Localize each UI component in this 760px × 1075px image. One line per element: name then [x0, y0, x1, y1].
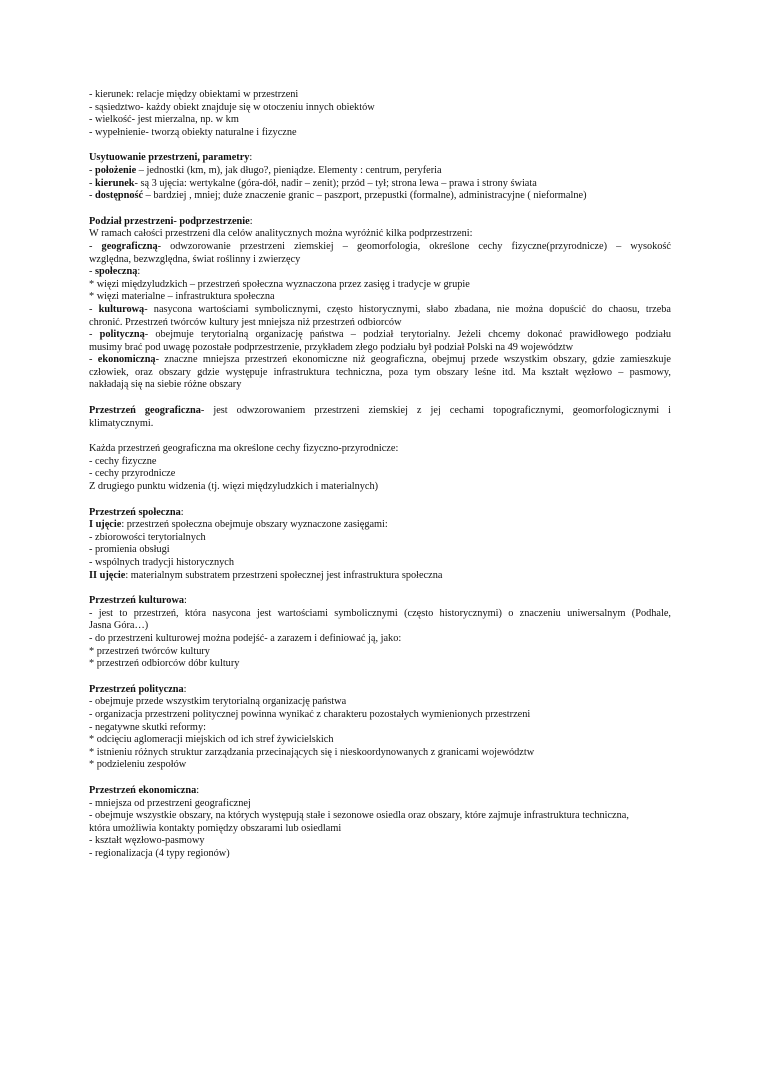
- text-line: [89, 570, 671, 583]
- text-line: - zbiorowości terytorialnych: [89, 531, 206, 543]
- section-social-space: [89, 507, 671, 583]
- term: I ujęcie: [89, 519, 122, 531]
- text-line: - wypełnienie- tworzą obiekty naturalne i fizyczne: [89, 126, 297, 138]
- term: kierunek: [95, 177, 135, 189]
- text-line: - sąsiedztwo- każdy obiekt znajduje się w otoczeniu innych obiektów: [89, 101, 375, 113]
- heading-suffix: :: [196, 784, 200, 796]
- text-line: * odcięciu aglomeracji miejskich od ich stref żywicielskich: [89, 734, 334, 746]
- text-line: - obejmuje wszystkie obszary, na których występują stałe i sezonowe osiedla oraz obszary, które zajmuje infrastruktura techniczna,: [89, 810, 629, 822]
- heading-suffix: :: [183, 683, 187, 695]
- dash: -: [89, 354, 98, 366]
- definition: - nasycona wartościami symbolicznymi, często historycznymi, słabo zbadana, nie można dopuścić do chaosu, trzeba: [144, 303, 671, 315]
- heading-text: Przestrzeń kulturowa: [89, 595, 185, 607]
- text-line: - cechy przyrodnicze: [89, 468, 176, 480]
- text-line: - obejmuje przede wszystkim terytorialną organizację państwa: [89, 696, 347, 708]
- term: dostępność: [95, 190, 144, 202]
- section-heading: [89, 216, 671, 229]
- term: polityczną: [99, 329, 145, 341]
- text-line: [89, 165, 671, 178]
- text-line: * więzi międzyludzkich – przestrzeń społeczna wyznaczona przez zasięg i tradycje w grupie: [89, 278, 470, 290]
- text-line: - organizacja przestrzeni politycznej powinna wynikać z charakteru pozostałych wymienionych przestrzeni: [89, 708, 531, 720]
- definition: - odwzorowanie przestrzeni ziemskiej – geomorfologia, określone cechy fizyczne(przyrodnicze) – wysokość: [157, 240, 671, 252]
- text-line: nakładają się na siebie różne obszary: [89, 379, 242, 391]
- text-line: [89, 304, 671, 317]
- heading-suffix: :: [249, 215, 253, 227]
- text-line: * więzi materialne – infrastruktura społeczna: [89, 291, 275, 303]
- text-line: - negatywne skutki reformy:: [89, 721, 206, 733]
- section-geographic-space: [89, 405, 671, 430]
- text-line: względna, bezwzględna, świat roślinny i zwierzęcy: [89, 253, 301, 265]
- text-line: * podzieleniu zespołów: [89, 759, 187, 771]
- text-line: musimy brać pod uwagę pozostałe podprzestrzenie, przykładem złego podziału był podział Polski na 49 województw: [89, 341, 574, 353]
- text-line: * istnieniu różnych struktur zarządzania przecinających się i nieskoordynowanych z granicami województw: [89, 746, 535, 758]
- heading-text: Przestrzeń polityczna: [89, 683, 184, 695]
- dash: -: [89, 164, 96, 176]
- heading-suffix: :: [180, 506, 184, 518]
- definition: - obejmuje terytorialną organizację państwa – podział terytorialny. Jeżeli chcemy dokonać prawidłowego podziału: [144, 329, 671, 341]
- definition: : materialnym substratem przestrzeni społecznej jest infrastruktura społeczna: [125, 569, 443, 581]
- term: położenie: [95, 164, 137, 176]
- text-line: [89, 519, 671, 532]
- dash: -: [89, 177, 96, 189]
- section-space-parameters: [89, 152, 671, 202]
- text-line: * przestrzeń twórców kultury: [89, 645, 210, 657]
- heading-suffix: :: [184, 595, 187, 607]
- heading-text: Przestrzeń społeczna: [89, 506, 181, 518]
- text-line: [89, 241, 671, 254]
- text-line: - do przestrzeni kulturowej można podejść- a zarazem i definiować ją, jako:: [89, 632, 402, 644]
- section-subspaces: [89, 216, 671, 392]
- text-line: [89, 178, 671, 191]
- section-space-features: [89, 89, 671, 139]
- section-heading: [89, 507, 671, 520]
- text-line: - wielkość- jest mierzalna, np. w km: [89, 114, 239, 126]
- term: społeczną: [95, 266, 138, 278]
- section-economic-space: [89, 785, 671, 861]
- text-line: - mniejsza od przestrzeni geograficznej: [89, 797, 251, 809]
- section-cultural-space: [89, 595, 671, 671]
- text-line: człowiek, oraz obszary gdzie występuje infrastruktura techniczna, poza tym obszary leśne itd. Ma kształt węzłowo – pasmowy,: [89, 366, 671, 378]
- definition: - jest odwzorowaniem przestrzeni ziemskiej z jej cechami topograficznymi, geomorfologicznymi i: [200, 405, 671, 417]
- heading-suffix: :: [249, 152, 253, 164]
- text-line: która umożliwia kontakty pomiędzy obszarami lub osiedlami: [89, 822, 342, 834]
- text-line: - promienia obsługi: [89, 544, 170, 556]
- document-page: [89, 89, 671, 873]
- section-heading: [89, 595, 671, 608]
- definition: – bardziej , mniej; duże znaczenie granic – paszport, przepustki (formalne), administracyjne ( nieformalne): [143, 190, 587, 202]
- text-line: - wspólnych tradycji historycznych: [89, 557, 234, 568]
- text-line: Z drugiego punktu widzenia (tj. więzi międzyludzkich i materialnych): [89, 481, 379, 493]
- heading-text: Przestrzeń ekonomiczna: [89, 784, 197, 796]
- text-line: [89, 266, 671, 279]
- definition: - znaczne mniejsza przestrzeń ekonomiczne niż geograficzna, obejmuj przede wszystkim obszary, gdzie zamieszkuje: [155, 354, 671, 366]
- text-line: [89, 354, 671, 367]
- term: kulturową: [98, 303, 145, 315]
- definition: – jednostki (km, m), jak długo?, pieniądze. Elementy : centrum, peryferia: [136, 164, 442, 176]
- text-line: W ramach całości przestrzeni dla celów analitycznych można wyróżnić kilka podprzestrzeni:: [89, 228, 473, 240]
- heading-text: Podział przestrzeni- podprzestrzenie: [89, 215, 250, 227]
- text-line: - jest to przestrzeń, która nasycona jest wartościami symbolicznymi (często historycznymi) o znaczeniu uniwersalnym (Podhale,: [89, 607, 671, 619]
- section-geographic-features: [89, 443, 671, 493]
- heading-text: Usytuowanie przestrzeni, parametry: [89, 152, 250, 164]
- text-line: klimatycznymi.: [89, 417, 154, 429]
- term: geograficzną: [101, 240, 158, 252]
- dash: -: [89, 329, 100, 341]
- text-line: - regionalizacja (4 typy regionów): [89, 847, 230, 859]
- text-line: - kształt węzłowo-pasmowy: [89, 835, 205, 847]
- section-heading: [89, 152, 671, 165]
- text-line: [89, 405, 671, 418]
- term: ekonomiczną: [97, 354, 156, 366]
- section-political-space: [89, 684, 671, 772]
- dash: -: [89, 190, 96, 202]
- text-line: [89, 329, 671, 342]
- text-line: - cechy fizyczne: [89, 455, 157, 467]
- text-line: Jasna Góra…): [89, 620, 149, 632]
- dash: -: [89, 303, 99, 315]
- term: II ujęcie: [89, 569, 126, 581]
- dash: -: [89, 266, 96, 278]
- text-line: - kierunek: relacje między obiektami w przestrzeni: [89, 89, 299, 100]
- text-line: chronić. Przestrzeń twórców kultury jest mniejsza niż przestrzeń odbiorców: [89, 316, 402, 328]
- colon: :: [137, 266, 141, 278]
- section-heading: [89, 684, 671, 697]
- definition: - są 3 ujęcia: wertykalne (góra-dół, nadir – zenit); przód – tył; strona lewa – prawa i strony świata: [134, 177, 537, 189]
- dash: -: [89, 240, 102, 252]
- text-line: * przestrzeń odbiorców dóbr kultury: [89, 658, 240, 670]
- text-line: Każda przestrzeń geograficzna ma określone cechy fizyczno-przyrodnicze:: [89, 443, 399, 455]
- term: Przestrzeń geograficzna: [89, 405, 201, 417]
- section-heading: [89, 785, 671, 798]
- text-line: [89, 190, 671, 203]
- definition: : przestrzeń społeczna obejmuje obszary wyznaczone zasięgami:: [121, 519, 388, 531]
